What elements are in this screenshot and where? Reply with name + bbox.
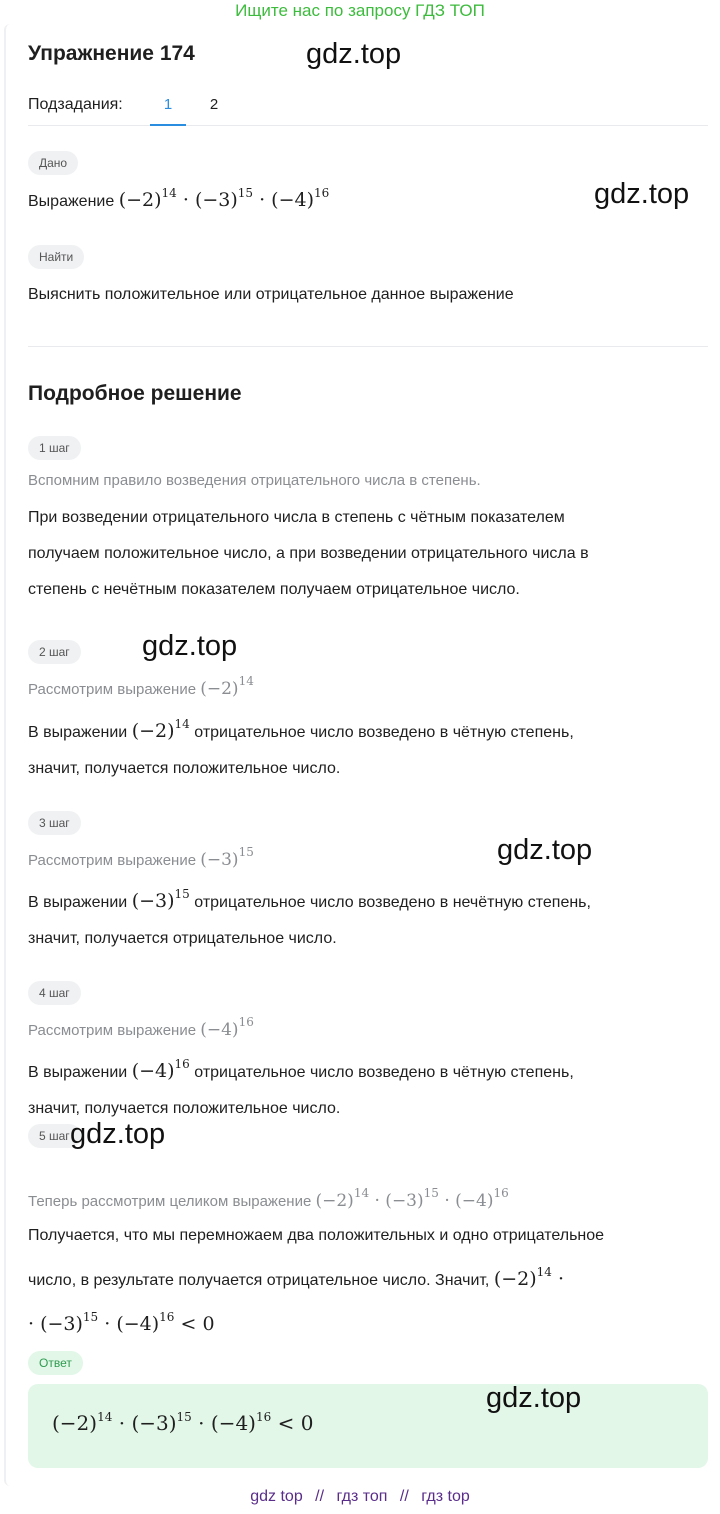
step-5-hint: Теперь рассмотрим целиком выражение $(-2)^{14} \cdot (-3)^{15} \cdot (-4)^{16}$ (28, 1186, 509, 1211)
watermark-logo: gdz.top (306, 38, 402, 70)
answer-expression: $(-2)^{14} \cdot (-3)^{15} \cdot (-4)^{16} < 0$ (52, 1410, 314, 1435)
tab-subtask-2[interactable]: 2 (209, 96, 219, 113)
step-1-text: При возведении отрицательного числа в степень с чётным показателем получаем положительное число, а при возведении отрицательного числа в степень с нечётным показателем получаем отрицательное число. (28, 509, 589, 598)
watermark-logo: gdz.top (594, 178, 690, 210)
watermark-logo: gdz.top (70, 1118, 166, 1150)
find-text: Выяснить положительное или отрицательное данное выражение (28, 286, 514, 303)
tab-subtask-1[interactable]: 1 (150, 96, 186, 126)
search-banner: Ищите нас по запросу ГДЗ ТОП (235, 1, 485, 20)
watermark-logo: gdz.top (142, 630, 238, 662)
given-badge: Дано (28, 151, 78, 175)
given-text (28, 186, 329, 211)
step-2-badge: 2 шаг (28, 640, 81, 664)
watermark-logo: gdz.top (497, 834, 593, 866)
subtasks-tabs (28, 96, 708, 126)
step-4-text: В выражении $(-4)^{16}$ отрицательное число возведено в чётную степень, значит, получается положительное число. (28, 1057, 574, 1117)
step-5-badge: 5 шаг (28, 1124, 81, 1148)
footer-link-gdz-top-mixed[interactable]: гдз top (421, 1488, 470, 1505)
step-4-hint: Рассмотрим выражение $(-4)^{16}$ (28, 1015, 254, 1040)
given-label-text: Выражение (28, 193, 115, 210)
footer-separator: // (315, 1488, 325, 1505)
divider (28, 346, 708, 347)
step-5-text: Получается, что мы перемножаем два положительных и одно отрицательное число, в результате получается отрицательное число. Значит, $(-2)^{14}$ · · $(-3)^{15} \cdot (-4)^{16} < 0$ (28, 1227, 605, 1335)
answer-box (28, 1384, 708, 1468)
footer-link-gdz-top[interactable]: gdz top (250, 1488, 303, 1505)
find-badge: Найти (28, 245, 84, 269)
footer-links (0, 1488, 720, 1506)
step-2-hint: Рассмотрим выражение $(-2)^{14}$ (28, 674, 254, 699)
step-1-hint: Вспомним правило возведения отрицательного числа в степень. (28, 472, 481, 489)
step-3-badge: 3 шаг (28, 811, 81, 835)
answer-badge: Ответ (28, 1351, 83, 1375)
watermark-logo: gdz.top (486, 1382, 582, 1414)
solution-title: Подробное решение (28, 382, 242, 405)
subtasks-label: Подзадания: (28, 96, 123, 113)
given-expression: $(-2)^{14} \cdot (-3)^{15} \cdot (-4)^{16}$ (118, 186, 330, 211)
step-4-badge: 4 шаг (28, 981, 81, 1005)
step-3-text: В выражении $(-3)^{15}$ отрицательное число возведено в нечётную степень, значит, получается отрицательное число. (28, 887, 591, 947)
footer-separator: // (399, 1488, 409, 1505)
footer-link-gdz-top-ru[interactable]: гдз топ (336, 1488, 388, 1505)
step-2-text: В выражении $(-2)^{14}$ отрицательное число возведено в чётную степень, значит, получается положительное число. (28, 717, 574, 777)
step-3-hint: Рассмотрим выражение $(-3)^{15}$ (28, 845, 254, 870)
step-1-badge: 1 шаг (28, 436, 81, 460)
page-title: Упражнение 174 (28, 42, 195, 65)
